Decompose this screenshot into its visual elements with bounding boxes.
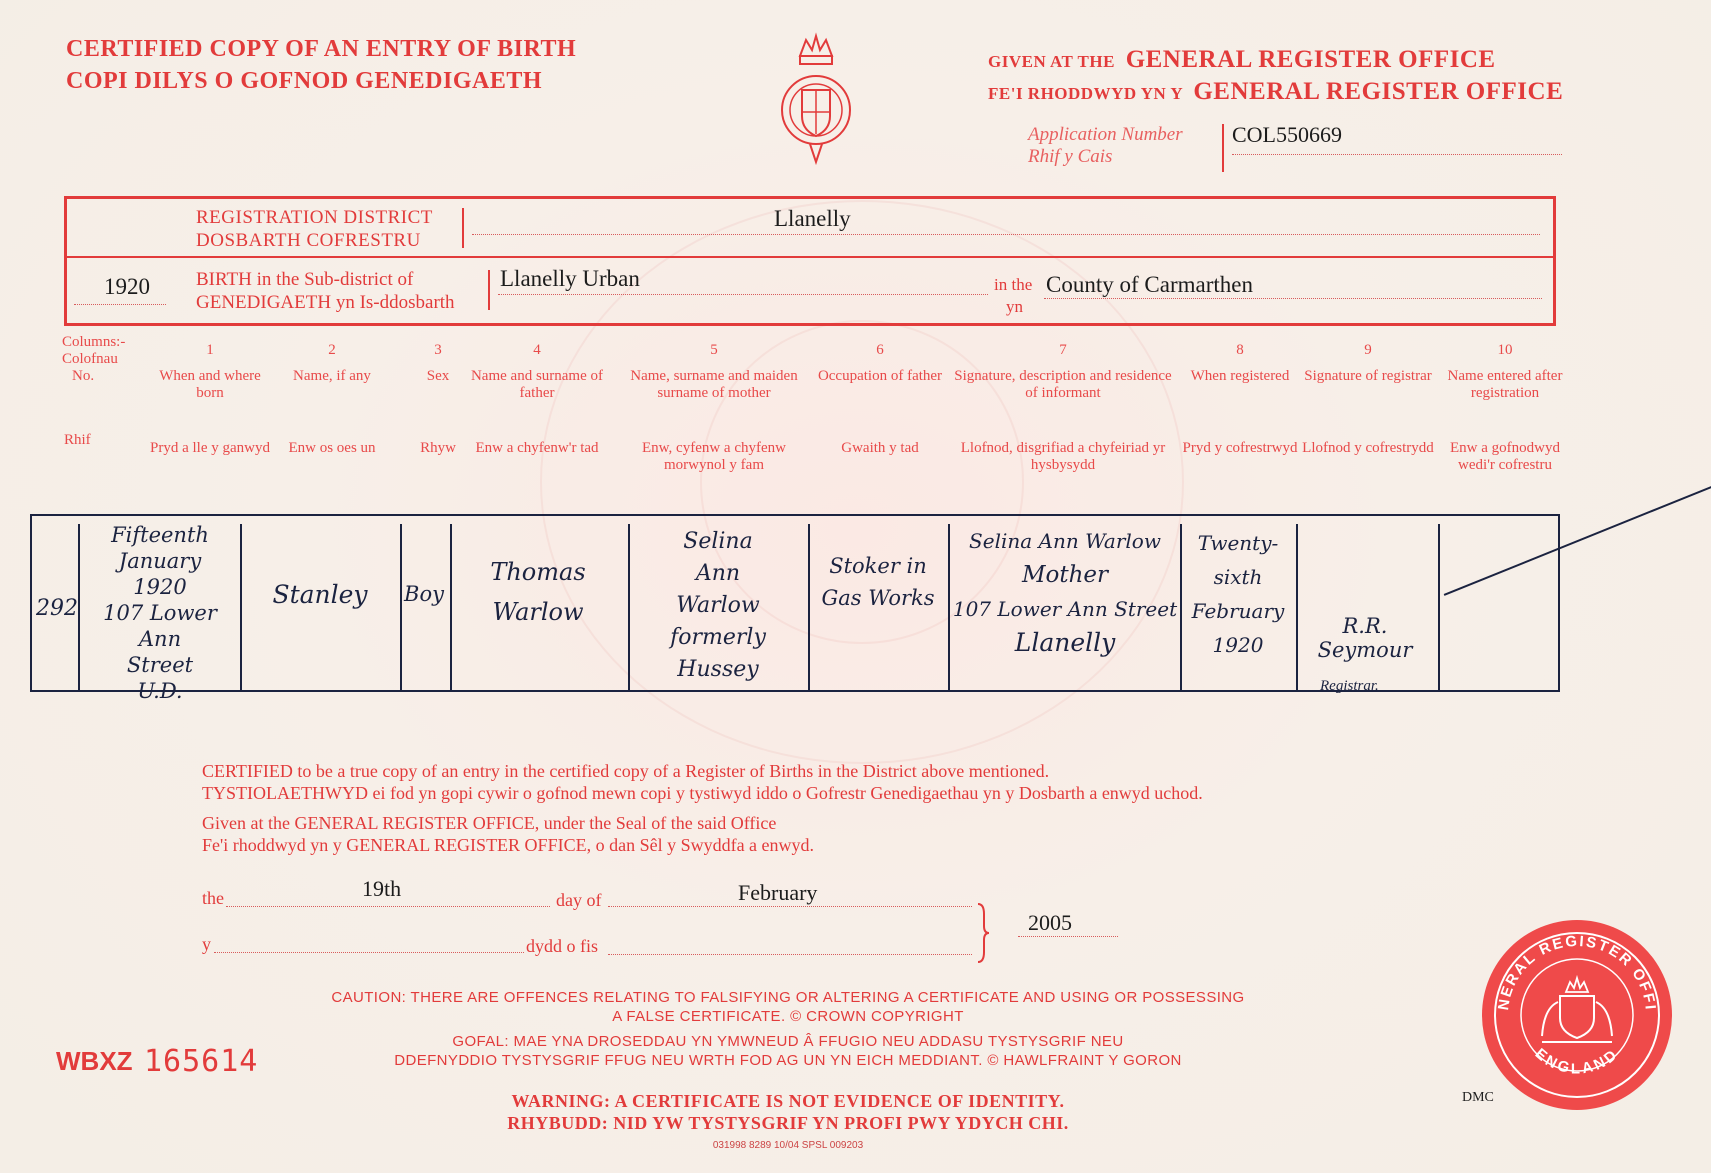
column-header-cy: Rhyw: [420, 440, 456, 456]
born-line-4: 107 Lower Ann: [103, 601, 217, 651]
date-year-value: 2005: [1028, 910, 1072, 935]
registration-divider: [64, 256, 1556, 258]
application-label: [1028, 124, 1183, 168]
mother-line-3: Warlow: [676, 593, 760, 618]
occupation-line-1: Stoker in: [829, 554, 927, 578]
given-cy-office: GENERAL REGISTER OFFICE: [1193, 78, 1564, 105]
column-header-en: Occupation of father: [817, 368, 943, 384]
registered-line-1: Twenty-: [1197, 531, 1279, 555]
date-the-label: the: [202, 888, 224, 908]
column-header-en: Name and surname of father: [470, 368, 604, 401]
columns-label-en: Columns:-: [62, 334, 126, 350]
born-line-3: 1920: [133, 575, 187, 599]
cell-when-registered: [1182, 526, 1294, 662]
cell-father: [450, 552, 626, 632]
column-header-cy: Llofnod y cofrestrydd: [1302, 440, 1434, 456]
serial-prefix: WBXZ: [56, 1046, 133, 1076]
date-y-label: y: [202, 934, 211, 954]
informant-line-3: 107 Lower Ann Street: [952, 597, 1178, 621]
day-dotted-line: [226, 906, 550, 907]
informant-line-4: Llanelly: [1014, 628, 1116, 657]
registered-line-4: 1920: [1212, 633, 1264, 657]
given-line-cy: Fe'i rhoddwyd yn y GENERAL REGISTER OFFICE, o dan Sêl y Swyddfa a enwyd.: [202, 835, 815, 855]
given-line-en: Given at the GENERAL REGISTER OFFICE, under the Seal of the said Office: [202, 813, 777, 833]
entry-cell-divider: [1296, 524, 1298, 692]
column-header-en: Name, if any: [293, 368, 371, 384]
svg-text:ENGLAND: ENGLAND: [1531, 1045, 1623, 1078]
mother-line-5: Hussey: [677, 657, 759, 682]
cell-sex: Boy: [404, 582, 444, 606]
entry-number: 292: [36, 596, 78, 621]
county-value: County of Carmarthen: [1046, 272, 1253, 297]
column-header-en: Signature of registrar: [1304, 368, 1432, 384]
in-the-label: [994, 274, 1032, 318]
certified-line-cy: TYSTIOLAETHWYD ei fod yn gopi cywir o gofnod mewn copi y tystiwyd iddo o Gofrestr Genedigaethau yn y Dosbarth a enwyd uchod.: [202, 783, 1203, 803]
column-number: 8: [1236, 342, 1244, 358]
subdistrict-label-en: BIRTH in the Sub-district of: [196, 269, 414, 290]
informant-line-2: Mother: [1021, 562, 1109, 588]
warning-block: [238, 1090, 1338, 1134]
informant-line-1: Selina Ann Warlow: [969, 529, 1161, 553]
cell-registrar-label: Registrar.: [1320, 678, 1379, 694]
date-month-value: February: [738, 880, 818, 905]
application-dotted-line: [1232, 154, 1562, 155]
occupation-line-2: Gas Works: [821, 586, 935, 610]
mother-line-4: formerly: [670, 625, 766, 650]
certified-line-en: CERTIFIED to be a true copy of an entry in the certified copy of a Register of Births in the District above mentioned.: [202, 761, 1050, 781]
serial-number: 165614: [144, 1044, 259, 1079]
title-en: CERTIFIED COPY OF AN ENTRY OF BIRTH: [66, 36, 577, 62]
year-brace-icon: [976, 902, 990, 964]
caution-en-line-2: A FALSE CERTIFICATE. © CROWN COPYRIGHT: [612, 1008, 964, 1025]
column-header-cy: Enw a gofnodwyd wedi'r cofrestru: [1450, 440, 1560, 473]
given-cy: [988, 78, 1563, 106]
caution-cy: [238, 1032, 1338, 1070]
date-dydd-o-fis-label: dydd o fis: [526, 936, 598, 956]
caution-cy-line-1: GOFAL: MAE YNA DROSEDDAU YN YMWNEUD Â FFUGIO NEU ADDASU TYSTYSGRIF NEU: [452, 1033, 1124, 1050]
registered-line-3: February: [1191, 599, 1285, 623]
month-cy-dotted-line: [608, 954, 972, 955]
column-number: 4: [533, 342, 541, 358]
cell-name: Stanley: [272, 580, 368, 609]
caution-cy-line-2: DDEFNYDDIO TYSTYSGRIF FFUG NEU WRTH FOD AG UN YN EICH MEDDIANT. © HAWLFRAINT Y GORON: [394, 1052, 1182, 1069]
born-line-1: Fifteenth: [111, 523, 209, 547]
born-line-6: U.D.: [137, 679, 183, 703]
month-dotted-line: [608, 906, 972, 907]
dmc-mark: DMC: [1462, 1090, 1494, 1105]
in-the-cy: yn: [1006, 297, 1023, 316]
column-header-en: When and where born: [159, 368, 261, 401]
district-label-cy: DOSBARTH COFRESTRU: [196, 230, 421, 251]
column-header-en: Sex: [426, 368, 450, 384]
given-en: [988, 46, 1496, 74]
column-header-cy: Llofnod, disgrifiad a chyfeiriad yr hysbysydd: [960, 440, 1166, 473]
column-header-cy: Enw os oes un: [288, 440, 376, 456]
column-header-cy: Enw, cyfenw a chyfenw morwynol y fam: [642, 440, 786, 473]
in-the-en: in the: [994, 275, 1033, 294]
column-header-en: Signature, description and residence of informant: [954, 368, 1172, 401]
county-dotted-line: [1044, 298, 1542, 299]
column-header-cy: Pryd a lle y ganwyd: [150, 440, 270, 456]
entry-cell-divider: [1438, 524, 1440, 692]
registered-line-2: sixth: [1213, 565, 1263, 589]
cell-informant: [950, 524, 1180, 660]
column-header-cy: Gwaith y tad: [841, 440, 919, 456]
warning-en: WARNING: A CERTIFICATE IS NOT EVIDENCE OF IDENTITY.: [511, 1091, 1065, 1111]
column-number: 7: [1059, 342, 1067, 358]
district-label: [196, 206, 433, 252]
subdistrict-label: [196, 268, 455, 314]
date-day-value: 19th: [362, 876, 402, 901]
column-header-en: Name entered after registration: [1447, 368, 1563, 401]
caution-en-line-1: CAUTION: THERE ARE OFFENCES RELATING TO FALSIFYING OR ALTERING A CERTIFICATE AND USING OR POSSESSING: [331, 989, 1245, 1006]
district-label-en: REGISTRATION DISTRICT: [196, 207, 433, 228]
column-header-en: Name, surname and maiden surname of mother: [630, 368, 798, 401]
column-number: 10: [1497, 342, 1513, 358]
district-value: Llanelly: [774, 206, 851, 231]
print-code: 031998 8289 10/04 SPSL 009203: [712, 1140, 864, 1151]
columns-label-no: No.: [72, 368, 95, 384]
year-dotted-line-2: [1018, 936, 1118, 937]
year-dotted-line: [74, 304, 166, 305]
entry-cell-divider: [400, 524, 402, 692]
columns-label-cy: Colofnau: [62, 351, 118, 367]
columns-label-rhif: Rhif: [64, 432, 91, 448]
cell-occupation: [808, 550, 948, 614]
column-number: 5: [710, 342, 718, 358]
mother-line-1: Selina: [683, 529, 753, 554]
subdistrict-value: Llanelly Urban: [500, 266, 640, 291]
day-cy-dotted-line: [214, 952, 524, 953]
column-number: 9: [1364, 342, 1372, 358]
gro-seal-icon: [1480, 918, 1674, 1112]
column-number: 2: [328, 342, 336, 358]
columns-label: [62, 334, 152, 385]
father-line-2: Warlow: [492, 598, 584, 626]
father-line-1: Thomas: [490, 558, 586, 586]
column-number: 3: [434, 342, 442, 358]
column-header-en: When registered: [1190, 368, 1290, 384]
cell-registrar-signature: R.R. Seymour: [1317, 614, 1413, 662]
subdistrict-bracket: [488, 270, 490, 310]
date-day-of-label: day of: [556, 890, 602, 910]
subdistrict-label-cy: GENEDIGAETH yn Is-ddosbarth: [196, 292, 455, 313]
born-line-2: January: [118, 549, 202, 573]
warning-cy: RHYBUDD: NID YW TYSTYSGRIF YN PROFI PWY YDYCH CHI.: [507, 1113, 1069, 1133]
mother-line-2: Ann: [695, 561, 741, 586]
application-label-cy: Rhif y Cais: [1028, 146, 1113, 167]
cell-mother: [630, 526, 806, 686]
subdistrict-dotted-line: [498, 294, 988, 295]
cell-when-where-born: [80, 522, 240, 704]
given-en-prefix: GIVEN AT THE: [988, 52, 1115, 71]
title-cy: COPI DILYS O GOFNOD GENEDIGAETH: [66, 68, 543, 94]
column-header-cy: Pryd y cofrestrwyd: [1182, 440, 1298, 456]
district-dotted-line: [472, 234, 1540, 235]
certified-block: [202, 760, 1203, 856]
column-number: 1: [206, 342, 214, 358]
svg-text:GENERAL REGISTER OFFICE: NERAL REGISTER OFFI: [1494, 932, 1659, 1013]
column-number: 6: [876, 342, 884, 358]
given-en-office: GENERAL REGISTER OFFICE: [1125, 46, 1496, 73]
royal-crest-icon: [776, 30, 856, 166]
application-label-en: Application Number: [1028, 124, 1183, 145]
application-bracket: [1222, 124, 1224, 172]
given-cy-prefix: FE'I RHODDWYD YN Y: [988, 84, 1183, 103]
caution-en: [238, 988, 1338, 1026]
column-header-cy: Enw a chyfenw'r tad: [475, 440, 599, 456]
application-number: COL550669: [1232, 122, 1342, 147]
district-bracket: [462, 208, 464, 248]
born-line-5: Street: [126, 653, 194, 677]
registration-year: 1920: [104, 274, 150, 299]
